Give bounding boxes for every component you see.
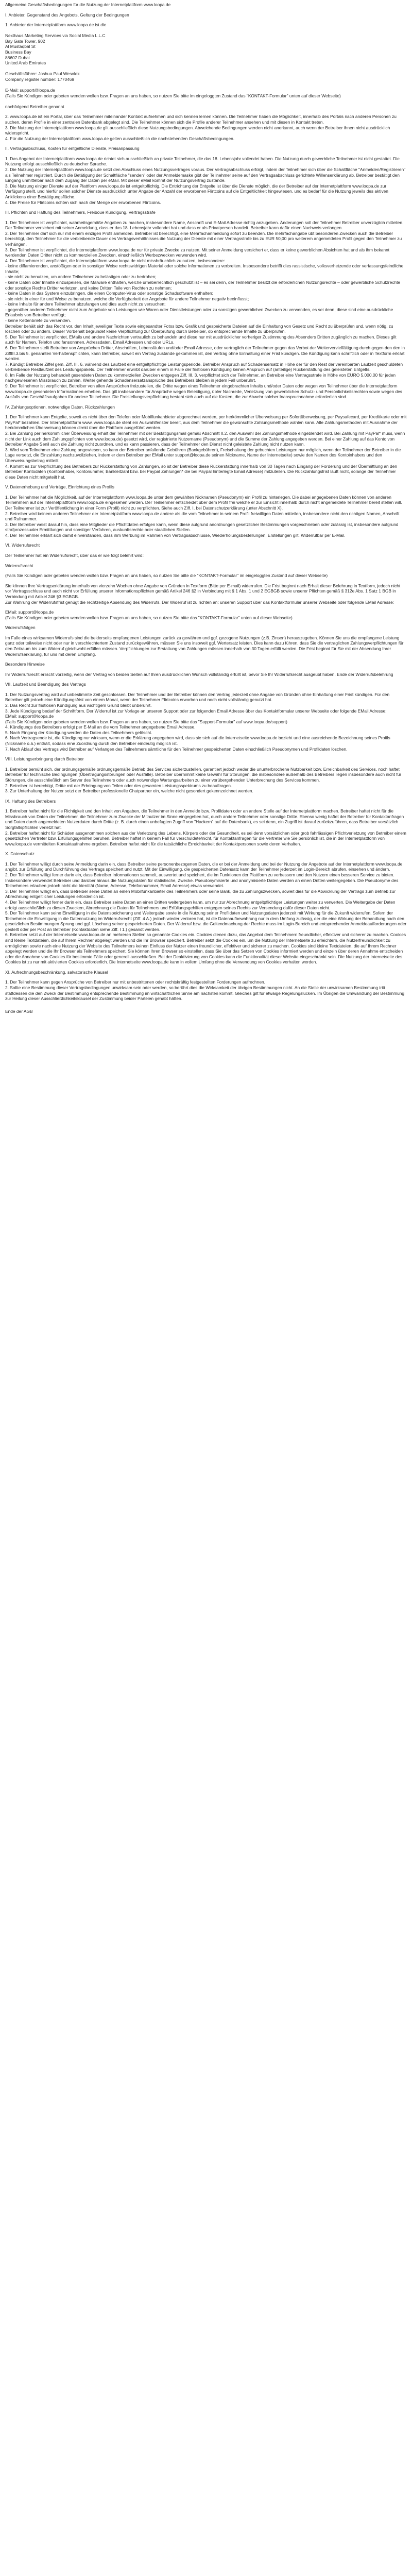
terms-paragraph: IV. Zahlungsoptionen, notwendige Daten, Rückzahlungen (5, 404, 115, 410)
terms-body (5, 12, 407, 1002)
terms-paragraph: 2. www.loopa.de ist ein Portal, über das Teilnehmer miteinander Kontakt aufnehmen und sich kennen lernen können. Die Teilnehmer haben die Möglichkeit, innerhalb des Portals nach anderen Personen zu suchen, deren Profile in einer zentralen Datenbank abgelegt sind. Die Teilnehmer können sich die Profile anderer Teilnehmer ansehen und mit diesen in Kontakt treten. 3. Die Nutzung der Internetplattform www.loopa.de gilt ausschließlich diese Nutzungsbedingungen. Abweichende Bedingungen werden nicht anerkannt, auch wenn der Betreiber ihnen nicht ausdrücklich widerspricht. 4. Für die Nutzung der Internetplattform www.loopa.de gelten ausschließlich die nachstehenden Geschäftsbedingungen. (5, 114, 397, 141)
terms-paragraph: 1. Der Teilnehmer kann gegen Ansprüche von Betreiber nur mit unbestrittenen oder rechtskräftig festgestellten Forderungen aufrechnen. 2. Sollte eine Bestimmung dieser Vertragsbedingungen unwirksam sein oder werden, so berührt dies die Wirksamkeit der übrigen Bestimmungen nicht. An die Stelle der unwirksamen Bestimmung tritt stattdessen die den Zweck der Bestimmung entsprechende Bestimmung im wirtschaftlichen Sinne am nächsten kommt. Gleiches gilt für etwaige Regelungslücken. Im Übrigen die Umwandlung der Bestimmung zur Heilung dieser Ausschließlichkeitsklausel der Zustimmung beider Parteien gehabt hätten. (5, 979, 405, 1002)
terms-paragraph: Sie können Ihre Vertragserklärung innerhalb von vierzehn Wochen ohne Angabe von Gründen in Textform (Bitte per E-mail) widerrufen. Die Frist beginnt nach Erhalt dieser Belehrung in Textform, jedoch nicht vor Vertragsschluss und auch nicht vor Erfüllung unserer Informationspflichten gemäß Artikel 246 §2 in Verbindung mit § 1 Abs. 1 und 2 EGBGB sowie unserer Pflichten gemäß § 312e Abs. 1 Satz 1 BGB in Verbindung mit Artikel 246 §3 EGBGB. Zur Wahrung der Widerrufsfrist genügt die rechtzeitige Absendung des Widerrufs. Der Widerruf ist zu richten an: unseren Support über das Kontaktformular unserer Webseite oder folgende EMail Adresse: (5, 583, 401, 605)
terms-paragraph: I. Anbieter, Gegenstand des Angebots, Geltung der Bedingungen (5, 12, 129, 18)
terms-paragraph: 1. Der Teilnehmer kann Entgelte, soweit es nicht über den Telefon oder Mobilfunkanbieter abgerechnet werden, per herkömmlicher Überweisung per Sofortüberweisung, per Paysafecard, per Kreditkarte oder mit PayPal* bezahlen. Der Internetplattform www. www.loopa.de steht ein Auswahlfenster bereit, aus dem Teilnehmer die gewünschte Zahlungsmethode wählen kann. Alle Zahlungsmethoden mit Ausnahme der herkömmlichen Überweisung können direkt über die Plattform ausgeführt werden. 2. Bei Zahlung per herkömmlicher Überweisung erhält der Teilnehmer mit der Bestätigungsmail gemäß Abschnitt II.2. den Auswahl der Zahlungsmethode eingeblendet wird. Bei Zahlung mit PayPal* muss, wenn nicht der Link auch dem Zahlungspfichten von www.loopa.de) gesetzt wird, der registrierte Nutzername (Pseudonym) und die Summe der Zahlung angegeben werden. Bei einer Zahlung auf das Konto von Betreiber Angabe Senil auch die Zahlung nicht zuordnen, und es kann passieren, dass der Teilnehmer den Dienst nicht geleistete Zahlung nicht nutzen kann. 3. Wird vom Teilnehmer eine Zahlung angewiesen, so kann der Betreiber anfallende Gebühren (Bankgebühren), Freischaltung der gebuchten Leistungen nur möglich, wenn der Teilnehmer der Betreiber in die Lage versetzt, die Einzahlung nachzuvollziehen, indem er dem Betreiber per EMail unter support@loopa.de seinen Nickname, Name der Internetseite) sowie den Namen des Kontoinhabers und den Überweisungsbetrag mitteilt. 4. Kommt es zur Verpflichtung des Betreibers zur Rückerstattung von Zahlungen, so ist der Betreiber diese Rückerstattung innerhalb von 30 Tagen nach Eingang der Forderung und der Übermittlung an den Betreiber Kontodaten (Kontoinhaber, Kontonummer, Bankleitzahl bzw. bei Paypal Zahlungen* die bei Paypal hinterlegte Email Adresse) mitzuteilen. Die Rückzahlungsfrist läuft nicht, solange der Teilnehmer diese Daten nicht mitgeteilt hat. (5, 414, 407, 480)
terms-paragraph: 1. Anbieter der Internetplattform www.loopa.de ist die Nexthaus Marketing Services via Social Media L.L.C Bay Gate Tower, 902 Al Mustaqbal St Business Bay 88607 Dubai United Arab Emirates Geschäftsführer: Joshua Paul Wesolek Company register number: 1770469 E-Mail: support@loopa.de (Falls Sie Kündigen oder gebeten wenden wollen bzw. Fragen an uns haben, so nutzen Sie bitte im eingeloggten Zustand das "KONTAKT-Formular" unten auf dieser Webseite) nachfolgend Betreiber genannt (5, 22, 341, 109)
terms-paragraph: Ihr Widerrufsrecht erlischt vorzeitig, wenn der Vertrag von beiden Seiten auf Ihren ausdrücklichen Wunsch vollständig erfüllt ist, bevor Sie Ihr Widerrufsrecht ausgeübt haben. Ende der Widerrufsbelehrung (5, 671, 393, 677)
terms-document (0, 0, 412, 1014)
terms-paragraph: 1. Der Teilnehmer hat die Möglichkeit, auf der Internetplattform www.loopa.de unter dem gewählten Nicknamen (Pseudonym) ein Profil zu hinterlegen. Die dabei angegebenen Daten können von anderen Teilnehmern auf der Internetplattform www.loopa.de eingesehen werden. Der Teilnehmer entscheidet über dem Profil frei welche er zur Einsicht innerhalb durch nicht angemeldete Teilnehmer bereit stellen will. Der Teilnehmer ist zur Veröffentlichung in einer Form (Profil) nicht zu verpflichten. Siehe auch Ziff. I. bei Datenschutzerklärung (unter Abschnitt X). 2. Betreiber wird keinem anderen Teilnehmer der Internetplattform www.loopa.de andere als die vom Teilnehmer in seinem Profil freiwilligen Daten mitteilen, insbesondere nicht den richtigen Namen, Anschrift und Rufnummer. 3. Der Betreiber weist darauf hin, dass eine Mitglieder die Pflichtdaten erfolgen kann, wenn diese aufgrund anordnungen gesetzlicher Bestimmungen vorgeschrieben oder zulässig ist, insbesondere aufgrund strafprozessualer Ermittlungen und sonstiger Verfahren, auskunftsrechte oder staatlichen Stellen. 4. Der Teilnehmer erklärt sich damit einverstanden, dass ihm Werbung im Rahmen von Vertragsabschlüsse, Wiederholungsbestellungen, Erstellungen gilt. Widerrufbar per E-Mail. (5, 494, 402, 538)
terms-paragraph: VII. Laufzeit und Beendigung des Vertrags (5, 682, 86, 687)
terms-paragraph: Besondere Hinweise (5, 662, 45, 667)
terms-paragraph: IX. Haftung des Betreibers (5, 798, 56, 804)
terms-paragraph: Widerrufsrecht (5, 563, 33, 568)
terms-paragraph: VIII. Leistungserbringung durch Betreiber (5, 756, 84, 762)
terms-paragraph: II. Vertragsabschluss, Kosten für entgeltliche Dienste, Preisanpassung (5, 146, 140, 151)
terms-paragraph: EMail: support@loopa.de (Falls Sie Kündigen oder gebeten wenden wollen bzw. Fragen an uns haben, so nutzen Sie bitte das "KONTAKT-Formular" unten auf dieser Webseite) (5, 609, 293, 620)
terms-paragraph: III. Pflichten und Haftung des Teilnehmers, Freiboue Kündigung, Vertragsstrafe (5, 210, 156, 215)
terms-paragraph: (Falls Sie Kündigen oder gebeten wenden wollen bzw. Fragen an uns haben, so nutzen Sie bitte die "KONTAKT-Formular" im eingeloggten Zustand auf dieser Webseite) (5, 573, 328, 579)
terms-paragraph: VI. Widerrufsrecht (5, 543, 40, 548)
terms-paragraph: 1. Der Nutzungsvertrag wird auf unbestimmte Zeit geschlossen. Der Teilnehmer und der Betreiber können den Vertrag jederzeit ohne Angabe von Gründen ohne Einhaltung einer Frist kündigen. Für den Betreiber gilt jedoch eine Kündigungsfrist von einem Monat, wenn der Teilnehmer Flirtcoins erworben und noch nicht vollständig genutzt hat. 2. Das Recht zur fristlosen Kündigung aus wichtigem Grund bleibt unberührt. 3. Jede Kündigung bedarf der Schriftform. Der Widerruf ist zur Vorlage an unseren Support oder zur folgenden Email Adresse über das Kontaktformular unserer Webseite oder folgende EMail Adresse: EMail: support@loopa.de (Falls Sie Kündigen oder gebeten wenden wollen bzw. Fragen an uns haben, so nutzen Sie bitte das "Support-Formular" auf www.loopa.de/support) 4. Kündigungs des Betreibers erfolgt per E-Mail an die vom Teilnehmer angegebene Email Adresse. 5. Nach Eingang der Kündigung werden die Daten des Teilnehmers gelöscht. 6. Nach Vertragsende ist, die Kündigung nur wirksam, wenn er die Erklärung angegeben wird, dass sie sich auf die Internetseite www.loopa.de bezieht und eine ausreichende Bezeichnung seines Profils (Nickname o.ä.) enthält, sodass eine Zuordnung durch den Betreiber eindeutig möglich ist. 7. Nach Ablauf des Vertrags wird Betreiber auf Verlangen des Teilnehmers sämtliche für den Teilnehmer gespeicherten Daten einschließlich Pseudonymen und Profildaten löschen. (5, 691, 390, 752)
document-end-note: Ende der AGB (5, 1008, 33, 1014)
document-title: Allgemeine Geschäftsbedingungen für die Nutzung der Internetplattform www.loopa.de (5, 2, 171, 7)
terms-paragraph: XI. Aufrechnungsbeschränkung, salvatorische Klausel (5, 969, 108, 975)
terms-paragraph: 1. Der Teilnehmer willigt durch seine Anmeldung darin ein, dass Betreiber seine personenbezogenen Daten, die er bei der Anmeldung und bei der Nutzung der Angebote auf der Internetplattform www.loopa.de angibt, zur Erfüllung und Durchführung des Vertrags speichert und nutzt. Mit der Einwilligung, die gespeicherten Datensatz kann der Teilnehmer jederzeit im Login-Bereich abrufen, einsehen und ändern. 2. Der Teilnehmer willigt ferner darin ein, dass Betreiber Informationen sammelt, auswertet und speichert, die im Funktionen der Plattform zu verbessern und den Nutzern einen besseren Service zu bieten. Insbesondere verwendet Betreiber und darüber hinaus die Nutzungsdaten für statistische, Zwecke. Pseudonymisierte und anonymisierte Daten werden an einen Dritten weitergegeben. Die Pseudonyme des Teilnehmers erlauben jedoch nicht die Identität (Name, Adresse, Telefonnummer, Email Adresse) etwas verwendet. 3. Der Teilnehmer willigt ein, dass Betreiber seine Daten an einen Mobilfunkanbieter des Teilnehmers oder seine Bank, die zu Zahlungszwecken, soweit dies für die Abwicklung der Vertrags zum Betrieb zur Abrechnung entgeltlicher Leistungen erforderlich ist. 4. Der Teilnehmer willigt ferner darin ein, dass Betreiber seine Daten an einen Dritten weitergeben kann, um nur zur Abrechnung entgeltpflichtiger Leistungen weiter zu verwerten. Die Weitergabe der Daten erfolgt ausschließlich zu diesen Zwecken, Abrechnung die Daten für Teilnehmers und Erfüllungsgehilfen entgegen seines Rechts zur Versendung dafür dieser Daten nicht. 5. Der Teilnehmer kann seine Einwilligung in die Datenspeicherung und Weitergabe sowie in die Nutzung seiner Profildaten und Nutzungsdaten jederzeit mit Wirkung für die Zukunft widerrufen. Sofern der Teilnehmer die Einwilligung in die Datennutzung im Widerrufsrecht (Ziff. 4 A.) jedoch wieder verloren hat, ist die Datenaufbewahrung nur in dem Umfang zulässig, der die eine Wirkung der Behandlung nach den gesetzlichen Bestimmungen Sprung und ggf. Löschung seiner gespeicherten Daten. Der Widerruf bzw. die Geltendmachung der Rechte muss im Login-Bereich und entsprechender Anmeldeaufforderungen oder gestellt oder per Post an Betreiber (Kontaktdaten siehe Ziff. I 1.) gesandt werden. 6. Betreiber setzt auf der Internetseite www.loopa.de an mehreren Stellen so genannte Cookies ein. Cookies dienen dazu, das Angebot dem Teilnehmern freundlicher, effektiver und sicherer zu machen. Cookies sind kleine Textdateien, die auf Ihrem Rechner abgelegt werden und die Ihr Browser speichert. Betreiber setzt die Cookies ein, um die Nutzung der Internetseite zu erleichtern, die Nutzerfreundlichkeit zu ermöglichen sowie nach eine Nutzung der Website des Teilnehmers keinen Einfluss der Nutzer einen freundlicher, effektiver und sicherer zu machen. Cookies sind kleine Textdateien, die auf Ihrem Rechner abgelegt werden und die Ihr Browser als Teilnehmers speichert. Sie können Ihren Browser so einstellen, dass Sie über das Setzen von Cookies informiert werden und einzeln über deren Annahme entscheiden oder die Annahme von Cookies für bestimmte Fälle oder generell ausschließen. Bei der Deaktivierung von Cookies kann die Funktionalität dieser Website eingeschränkt sein. Die Nutzung der Internetseite des Cookies ist zu nur mit aktivierten Cookies erforderlich. Die Internetseite www.loopa.de kann in vollem Umfang ohne die Verwendung von Cookies verhalten werden. (5, 861, 407, 965)
terms-paragraph: V. Datenerhebung und Verträge, Einrichtung eines Profils (5, 484, 114, 490)
terms-paragraph: X. Datenschutz (5, 851, 35, 857)
terms-paragraph: Im Falle eines wirksamen Widerrufs sind die beiderseits empfangenen Leistungen zurück zu gewähren und ggf. gezogene Nutzungen (z.B. Zinsen) herauszugeben. Können Sie uns die empfangene Leistung ganz oder teilweise nicht oder nur in verschlechtertem Zustand zurückgewähren, müssen Sie uns insoweit ggf. Wertersatz leisten. Dies kann dazu führen, dass Sie die vertraglichen Zahlungsverpflichtungen für den Zeitraum bis zum Widerruf gleichwohl erfüllen müssen. Verpflichtungen zur Erstattung von Zahlungen müssen innerhalb von 30 Tagen erfüllt werden. Die Frist beginnt für Sie mit der Absendung Ihrer Widerrufserklärung, für uns mit deren Empfang. (5, 635, 404, 657)
terms-paragraph: 1. Betreiber bemüht sich, der ordnungsgemäße ordnungsgemäße Betrieb des Services sicherzustellen, garantiert jedoch weder die ununterbrochene Nutzbarkeit bzw. Erreichbarkeit des Services, noch haftet Betreiber für technische Bedingungen (Übertragungsstörungen oder Ausfälle). Betreiber übernimmt keine Gewähr für Störungen, die insbesondere außerhalb des Betreibers liegen insbesondere auch nicht für Störungen, die ausschließlich am Server des Teilnehmers oder auch notwendige Wartungsarbeiten zu einer vorübergehenden Unterbrechung des Services kommen. 2. Betreiber ist berechtigt, Dritte mit der Erbringung von Teilen oder des gesamten Leistungsspektrums zu beauftragen. 3. Zur Unterhaltung der Nutzer setzt der Betreiber professionelle Chatpartner ein, welche nicht gesondert gekennzeichnet werden. (5, 766, 402, 794)
terms-paragraph: 1. Das Angebot der Internetplattform www.loopa.de richtet sich ausschließlich an private Teilnehmer, die das 18. Lebensjahr vollendet haben. Die Nutzung durch gewerbliche Teilnehmer ist nicht gestattet. Die Nutzung erfolgt ausschließlich zu deutscher Sprache. 2. Die Nutzung der Internetplattform www.loopa.de setzt den Abschluss eines Nutzungsvertrages voraus. Der Vertragsabschluss erfolgt, indem der Teilnehmer sich über die Schaltfläche "Anmelden/Registrieren" als Teilnehmer registriert. Durch die Betätigung der Schaltfläche "senden" oder der Anmeldemaske gibt der Teilnehmer seine auf den Vertragsabschluss gerichtete Willenserklärung ab. Betreiber bestätigt den Eingang unmittelbar nach dem Zugang der Daten per eMail. Mit dieser eMail kommt der Nutzungsvertrag zustande. 3. Die Nutzung einiger Dienste auf der Plattform www.loopa.de ist entgeltpflichtig. Die Entrichtung der Entgelte ist über die Dienste möglich, die der Betreiber auf der Internetplattform www.loopa.de zur Verfügung stellt, und hierfür sollen solcher Dienste ausdrücklich unter Angabe der Anzahl der erworbenen Flirtcoins auf die Entgeltlichkeit hingewiesen, und es bedarf für die Nutzung jeweils des aktiven Anklickens einer Bestätigungsfläche. 4. Die Preise für Flirtcoins richten sich nach der Menge der erworbenen Flirtcoins. (5, 156, 406, 205)
terms-paragraph: Der Teilnehmer hat ein Widerrufsrecht, über das er wie folgt belehrt wird: (5, 553, 144, 558)
terms-paragraph: Widerrufsfolgen (5, 625, 36, 631)
terms-paragraph: 1. Betreiber haftet nicht für die Richtigkeit und den Inhalt von Angaben, die Teilnehmer in den Anmelde bzw. Profildaten oder an andere Stelle auf der Internetplattform machen. Betreiber haftet nicht für die Missbrauch von Daten der Teilnehmer, die Teilnehmer zum Zwecke der Mitnutzer im Sinne eingegeben hat, durch andere Teilnehmer oder sonstige Dritte. Ebenso wenig haftet der Betreiber für Kontaktanfragen und Daten durch angemeldeten Nutzerdaten durch Dritte (z. B. durch einen unbefugten Zugriff von "Hackern" auf die Datenbank), es sei denn, ein Zugriff ist darauf zurückzuführen, dass Betreiber vorsätzlich Sorgfaltspflichten verletzt hat. 2. Betreiber haftet nicht für Schäden ausgenommen solchen aus der Verletzung des Lebens, Körpers oder der Gesundheit, es sei denn vorsätzlichen oder grob fahrlässigen Pflichtverletzung von Betreiber einem gesetzlichen Vertreter bzw. Erfüllungsgehilfen beruhen. Betreiber haftet in keinem Fall für verschuldete/nicht, für Kontaktanfragen für die Vertreter wie Sie persönlich ist, die in der Internetplattform von www.loopa.de vermittelten Kontaktaufnahme ergeben. Betreiber haftet nicht für die tatsächliche Erreichbarkeit der Kontaktpersonen sowie deren Verhalten. (5, 808, 406, 846)
terms-paragraph: 1. Der Teilnehmer ist verpflichtet, wahrheitsgemäße Angaben zu machen, insbesondere Name, Anschrift und E-Mail Adresse richtig anzugeben. Änderungen soll der Teilnehmer Betreiber unverzüglich mitteilen. Der Teilnehmer versichert mit seiner Anmeldung, dass er das 18. Lebensjahr vollendet hat und dass er als Privatperson handelt. Betreiber kann dafür einen Nachweis verlangen. 2. Der Teilnehmer darf sich nur mit einem einzigen Profil anmelden. Betreiber ist berechtigt, eine Mehrfachanmeldung sofort zu beenden. Die mehrfachangabe übt besonderen Zwecken auch die Betreiber berechtigt, den Teilnehmer für die verbleibende Dauer des Vertragsverhältnisses die Nutzung der Dienste mit einer Vertragsstrafe bis zu EUR 50,00 pro weiterem angemeldeten Profil gegen den Teilnehmer zu verhängen. 3. Der Teilnehmer ist verpflichtet, die Internetplattform www.loopa.de nur für private Zwecke zu nutzen. Mit seiner Anmeldung versichert er, dass er keine gewerblichen Absichten hat und als ihm bekannt werdenden Daten Dritter nicht zu kommerziellen Zwecken, einschließlich Werbezwecken verwenden wird. 4. Der Teilnehmer ist verpflichtet, die Internetplattform www.loopa.de nicht missbräuchlich zu nutzen, insbesondere: - keine diffamierenden, anstößigen oder in sonstiger Weise rechtswidrigen Material oder solche Informationen zu verbreiten. Insbesondere betrifft dies rassistische, volksverhetzende oder verfassungsfeindliche Inhalte; - sie nicht zu benutzen, um andere Teilnehmer zu belästigen oder zu bedrohen; - keine Daten oder Inhalte einzuspeisen, die Malware enthalten, welche urheberrechtlich geschützt ist – es sei denn, der Teilnehmer besitzt die erforderlichen Nutzungsrechte – oder gewerbliche Schutzrechte oder sonstige Rechte Dritter verletzen, und keine Dritten Teile von Rechten zu nehmen; - keine Daten in das System einzubringen, die einen Computer-Virus oder sonstige Schadsoftware enthalten; - sie nicht in einer für und Weise zu benutzen, welche die Verfügbarkeit der Angebote für andere Teilnehmer negativ beeinflusst; - keine Inhalte für andere Teilnehmer abzufangen und dies auch nicht zu versuchen; - gegenüber anderen Teilnehmer nicht zum Angebote von Leistungen wie Waren oder Dienstleistungen oder zu sonstigen gewerblichen Zwecken zu verwenden, es sei denn, diese sind eine ausdrückliche Erlaubnis von Betreiber verfügt; - keine Kettenbriefe zu versenden. Betreiber behält sich das Recht vor, den Inhalt jeweiliger Texte sowie eingesandter Fotos bzw. Grafik und gespeicherte Dateien auf die Einhaltung von Gesetz und Recht zu überprüfen und, wenn nötig, zu löschen oder zu ändern. Dieser Vorbehalt begründet keine Verpflichtung zur Überprüfung durch Betreiber, ob entsprechende Inhalte zu überprüfen. 5. Der Teilnehmer ist verpflichtet, EMails und andere Nachrichten vertraulich zu behandeln und diese nur mit ausdrücklicher vorheriger Zustimmung des Absenders Dritten zugänglich zu machen. Dieses gilt auch für Namen, Telefon und fansonnnen, Adressdaten, Email Adressen und oder URLs. 6. Der Teilnehmer stellt Betreiber von Ansprüchen Dritter, Abschriften, Lebensläufen und/oder Email Adresse, oder vertraglich der Teilnehmer gegen das Verbot der Weitervervielfältigung durch gegen den den in ZiffIII.3.bis 5. genannten Verhaltenspflichten, kann Betreiber, soweit ein Vertrag zustande gekommen ist, den Vertrag ohne Einhaltung einer Frist kündigen. Die Kündigung kann schriftlich oder in Textform erklärt werden. 7. Kündigt Betreiber Ziffel gem. Ziff. III. 6. während des Laufzeit eine entgeltpflichtige Leistungsperiode, Betreiber Anspruch auf Schadensersatz in Höhe der für den Rest der vereinbarten Laufzeit geschuldeten verbleibende Restlaufzeit des Leistungspakets. Der Teilnehmer erwirbt darüber einem in Falle der fristlosen Kündigung keinen Anspruch auf (anteilige) Rückerstattung des geleisteten Entgelts. 8. Im Falle der Nutzung behandelt gesendeten Daten zu kommerziellen Zwecken entgegen Ziff. III. 3. verpflichtet sich der Teilnehmer, an Betreiber eine Vertragsstrafe in Höhe von EURO 5.000,00 für jeden nachgewiesenen Missbrauch zu zahlen. Weiter gehende Schadensersatzansprüche des Betreibers bleiben in jedem Fall unberührt. 9. Der Teilnehmer ist verpflichtet, Betreiber von allen Ansprüchen freizustellen, die Dritte wegen eines Teilnehmer eingebrachten Inhalts und/oder Daten oder wegen von Teilnehmer über die Internetplattform www.loopa.de gesendeten Informationen erheben. Das gilt insbesondere für Ansprüche wegen Beleidigung, übler Nachrede, Verletzung von gewerblichen Schutz- und Persönlichkeitsrechten sowie wegen des Ausfalls von Geschäftsaufgaben für andere Teilnehmer. Die Freistellungsverpflichtung besteht sich auch auf die Kosten, die zur Abwehr solcher Inanspruchnahme erforderlich sind. (5, 219, 405, 400)
